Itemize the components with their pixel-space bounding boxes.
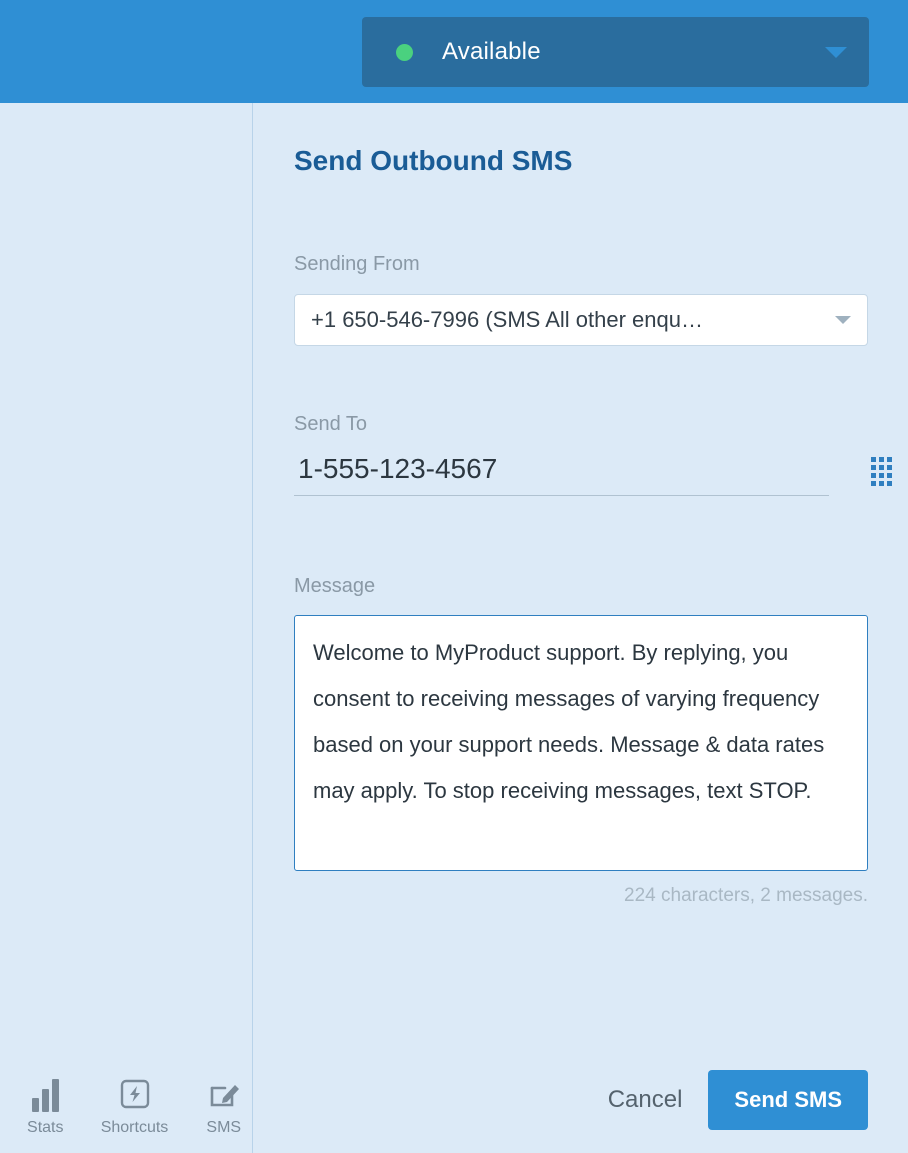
rail-item-sms[interactable]: [195, 1072, 254, 1137]
rail-item-shortcuts[interactable]: [100, 1072, 169, 1137]
rail-item-label-stats: Stats: [27, 1119, 64, 1136]
send-sms-panel: [254, 103, 908, 1153]
message-textarea[interactable]: [294, 615, 868, 871]
send-to-label: Send To: [294, 413, 368, 435]
agent-status-label: Available: [442, 38, 541, 65]
sending-from-select[interactable]: [294, 294, 868, 346]
send-to-input[interactable]: [294, 453, 829, 496]
top-status-bar: [0, 0, 908, 103]
panel-actions: [604, 1070, 868, 1130]
rail-tool-list: [0, 1072, 253, 1137]
chevron-down-icon[interactable]: [835, 316, 851, 324]
shortcuts-bolt-icon: [117, 1072, 153, 1112]
stats-bars-icon: [32, 1072, 59, 1112]
sending-from-value: +1 650-546-7996 (SMS All other enqu…: [311, 307, 703, 332]
message-label: Message: [294, 575, 376, 597]
status-available-dot: [396, 44, 413, 61]
sms-compose-icon: [206, 1072, 242, 1112]
send-to-field-wrap: [294, 453, 868, 496]
sending-from-label: Sending From: [294, 253, 420, 275]
send-sms-button[interactable]: Send SMS: [708, 1070, 868, 1130]
rail-item-label-sms: SMS: [206, 1119, 242, 1136]
cancel-button[interactable]: Cancel: [604, 1080, 687, 1120]
dialpad-icon[interactable]: [871, 457, 892, 486]
rail-item-stats[interactable]: [16, 1072, 75, 1137]
character-count: 224 characters, 2 messages.: [624, 885, 868, 906]
page-title: Send Outbound SMS: [294, 145, 573, 176]
agent-status-selector[interactable]: [362, 17, 869, 87]
rail-item-label-shortcuts: Shortcuts: [100, 1119, 169, 1136]
chevron-down-icon[interactable]: [825, 47, 847, 58]
left-rail: [0, 103, 253, 1153]
